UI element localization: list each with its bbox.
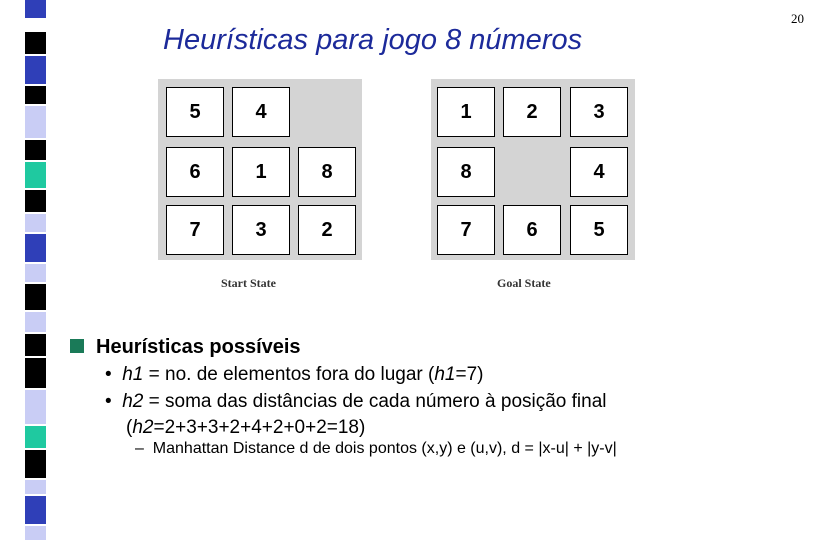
start-tile: 5 <box>166 87 224 137</box>
decorative-stripe <box>25 0 46 540</box>
h1-line <box>105 364 483 386</box>
goal-tile: 5 <box>570 205 628 255</box>
goal-tile: 8 <box>437 147 495 197</box>
h2-text: = soma das distâncias de cada número à posição final <box>143 391 607 412</box>
goal-tile: 1 <box>437 87 495 137</box>
start-tile: 3 <box>232 205 290 255</box>
goal-tile: 2 <box>503 87 561 137</box>
h1-text: = no. de elementos fora do lugar ( <box>143 364 435 385</box>
goal-state-board <box>431 79 635 260</box>
start-tile-blank <box>298 87 356 137</box>
goal-tile: 4 <box>570 147 628 197</box>
h1-value: =7) <box>455 364 484 385</box>
start-tile: 8 <box>298 147 356 197</box>
dash-mark: – <box>135 440 144 457</box>
bullet-square-icon <box>70 339 84 353</box>
heuristics-heading: Heurísticas possíveis <box>96 336 301 358</box>
goal-tile: 3 <box>570 87 628 137</box>
slide-title: Heurísticas para jogo 8 números <box>163 24 583 56</box>
start-tile: 1 <box>232 147 290 197</box>
goal-state-caption: Goal State <box>497 276 551 290</box>
bullet-dot: • <box>105 391 112 412</box>
h2-value-line <box>126 417 365 439</box>
start-tile: 6 <box>166 147 224 197</box>
h2-line <box>105 391 607 413</box>
manhattan-text: Manhattan Distance d de dois pontos (x,y) e (u,v), d = |x-u| + |y-v| <box>152 440 617 457</box>
start-state-caption: Start State <box>221 276 276 290</box>
start-tile: 4 <box>232 87 290 137</box>
h1-symbol: h1 <box>122 364 144 385</box>
h2-open: ( <box>126 417 133 438</box>
bullet-dot: • <box>105 364 112 385</box>
manhattan-line <box>135 440 617 458</box>
start-tile: 2 <box>298 205 356 255</box>
h2-symbol: h2 <box>132 417 154 438</box>
goal-tile: 6 <box>503 205 561 255</box>
start-tile: 7 <box>166 205 224 255</box>
page-number: 20 <box>791 11 804 26</box>
h2-symbol: h2 <box>122 391 144 412</box>
h2-value: =2+3+3+2+4+2+0+2=18) <box>153 417 366 438</box>
start-state-board <box>158 79 362 260</box>
goal-tile-blank <box>503 147 561 197</box>
h1-symbol: h1 <box>434 364 456 385</box>
goal-tile: 7 <box>437 205 495 255</box>
